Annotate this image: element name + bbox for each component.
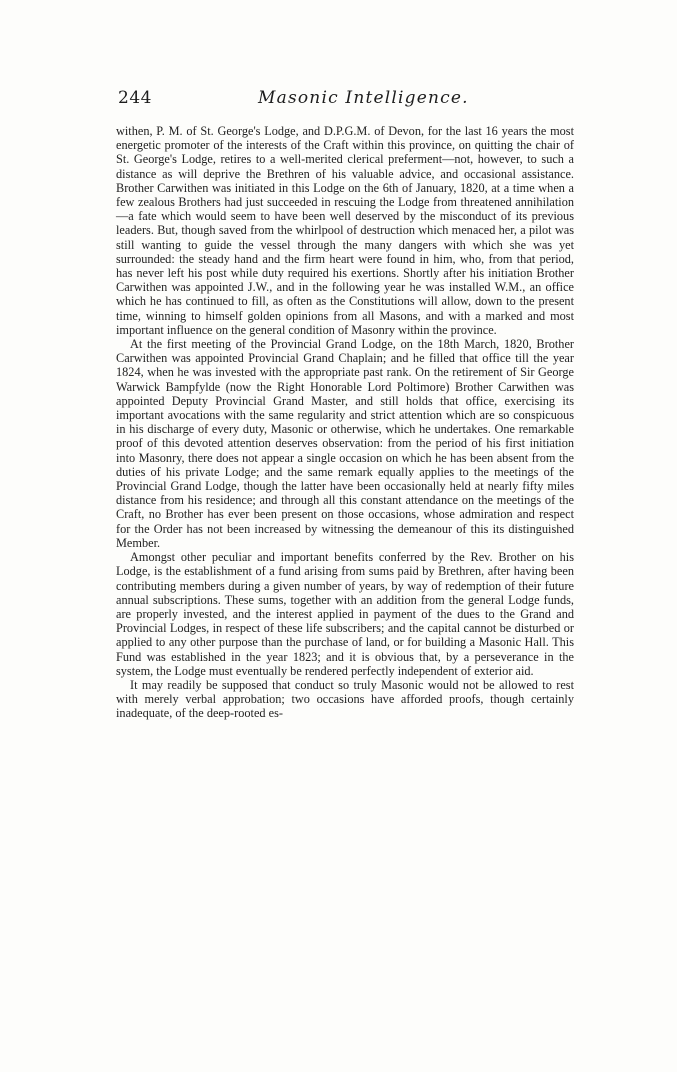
page-number: 244 — [118, 88, 152, 108]
running-title: Masonic Intelligence. — [258, 88, 469, 108]
paragraph-2: At the first meeting of the Provincial Grand Lodge, on the 18th March, 1820, Brother Carwithen was appointed Provincial Grand Chaplain; and he filled that office till the year 1824, when he was invested with the appropriate past rank. On the retirement of Sir George Warwick Bampfylde (now the Right Honorable Lord Poltimore) Brother Carwithen was appointed Deputy Provincial Grand Master, and still holds that office, exercising its important avocations with the same regularity and strict attention which are so conspicuous in his discharge of every duty, Masonic or otherwise, which he undertakes. One remarkable proof of this devoted attention deserves observation: from the period of his first initiation into Masonry, there does not appear a single occasion on which he has been absent from the duties of his private Lodge; and the same remark equally applies to the meetings of the Provincial Grand Lodge, though the latter have been occasionally held at nearly fifty miles distance from his residence; and through all this constant attendance on the meetings of the Craft, no Brother has ever been present on those occasions, whose admiration and respect for the Order has not been increased by witnessing the demeanour of this its distinguished Member. — [116, 337, 574, 550]
paragraph-1: withen, P. M. of St. George's Lodge, and D.P.G.M. of Devon, for the last 16 years the most energetic promoter of the interests of the Craft within this province, on quitting the chair of St. George's Lodge, retires to a well-merited clerical preferment—not, however, to such a distance as will deprive the Brethren of his valuable advice, and occasional assistance. Brother Carwithen was initiated in this Lodge on the 6th of January, 1820, at a time when a few zealous Brothers had just succeeded in rescuing the Lodge from threatened annihilation—a fate which would seem to have been well deserved by the misconduct of its previous leaders. But, though saved from the whirlpool of destruction which menaced her, a pilot was still wanting to guide the vessel through the many dangers with which she was yet surrounded: the steady hand and the firm heart were found in him, who, from that period, has never left his post while duty required his exertions. Shortly after his initiation Brother Carwithen was appointed J.W., and in the following year he was installed W.M., an office which he has continued to fill, as often as the Constitutions will allow, down to the present time, winning to himself golden opinions from all Masons, and with a marked and most important influence on the general condition of Masonry within the province. — [116, 124, 574, 337]
body-text — [116, 124, 574, 721]
paragraph-3: Amongst other peculiar and important benefits conferred by the Rev. Brother on his Lodge, is the establishment of a fund arising from sums paid by Brethren, after having been contributing members during a given number of years, by way of redemption of their future annual subscriptions. These sums, together with an addition from the general Lodge funds, are properly invested, and the interest applied in payment of the dues to the Grand and Provincial Lodges, in respect of these life subscribers; and the capital cannot be disturbed or applied to any other purpose than the purchase of land, or for building a Masonic Hall. This Fund was established in the year 1823; and it is obvious that, by a perseverance in the system, the Lodge must eventually be rendered perfectly independent of exterior aid. — [116, 550, 574, 678]
paragraph-4: It may readily be supposed that conduct so truly Masonic would not be allowed to rest with merely verbal approbation; two occasions have afforded proofs, though certainly inadequate, of the deep-rooted es- — [116, 677, 574, 721]
page-header — [118, 88, 546, 112]
